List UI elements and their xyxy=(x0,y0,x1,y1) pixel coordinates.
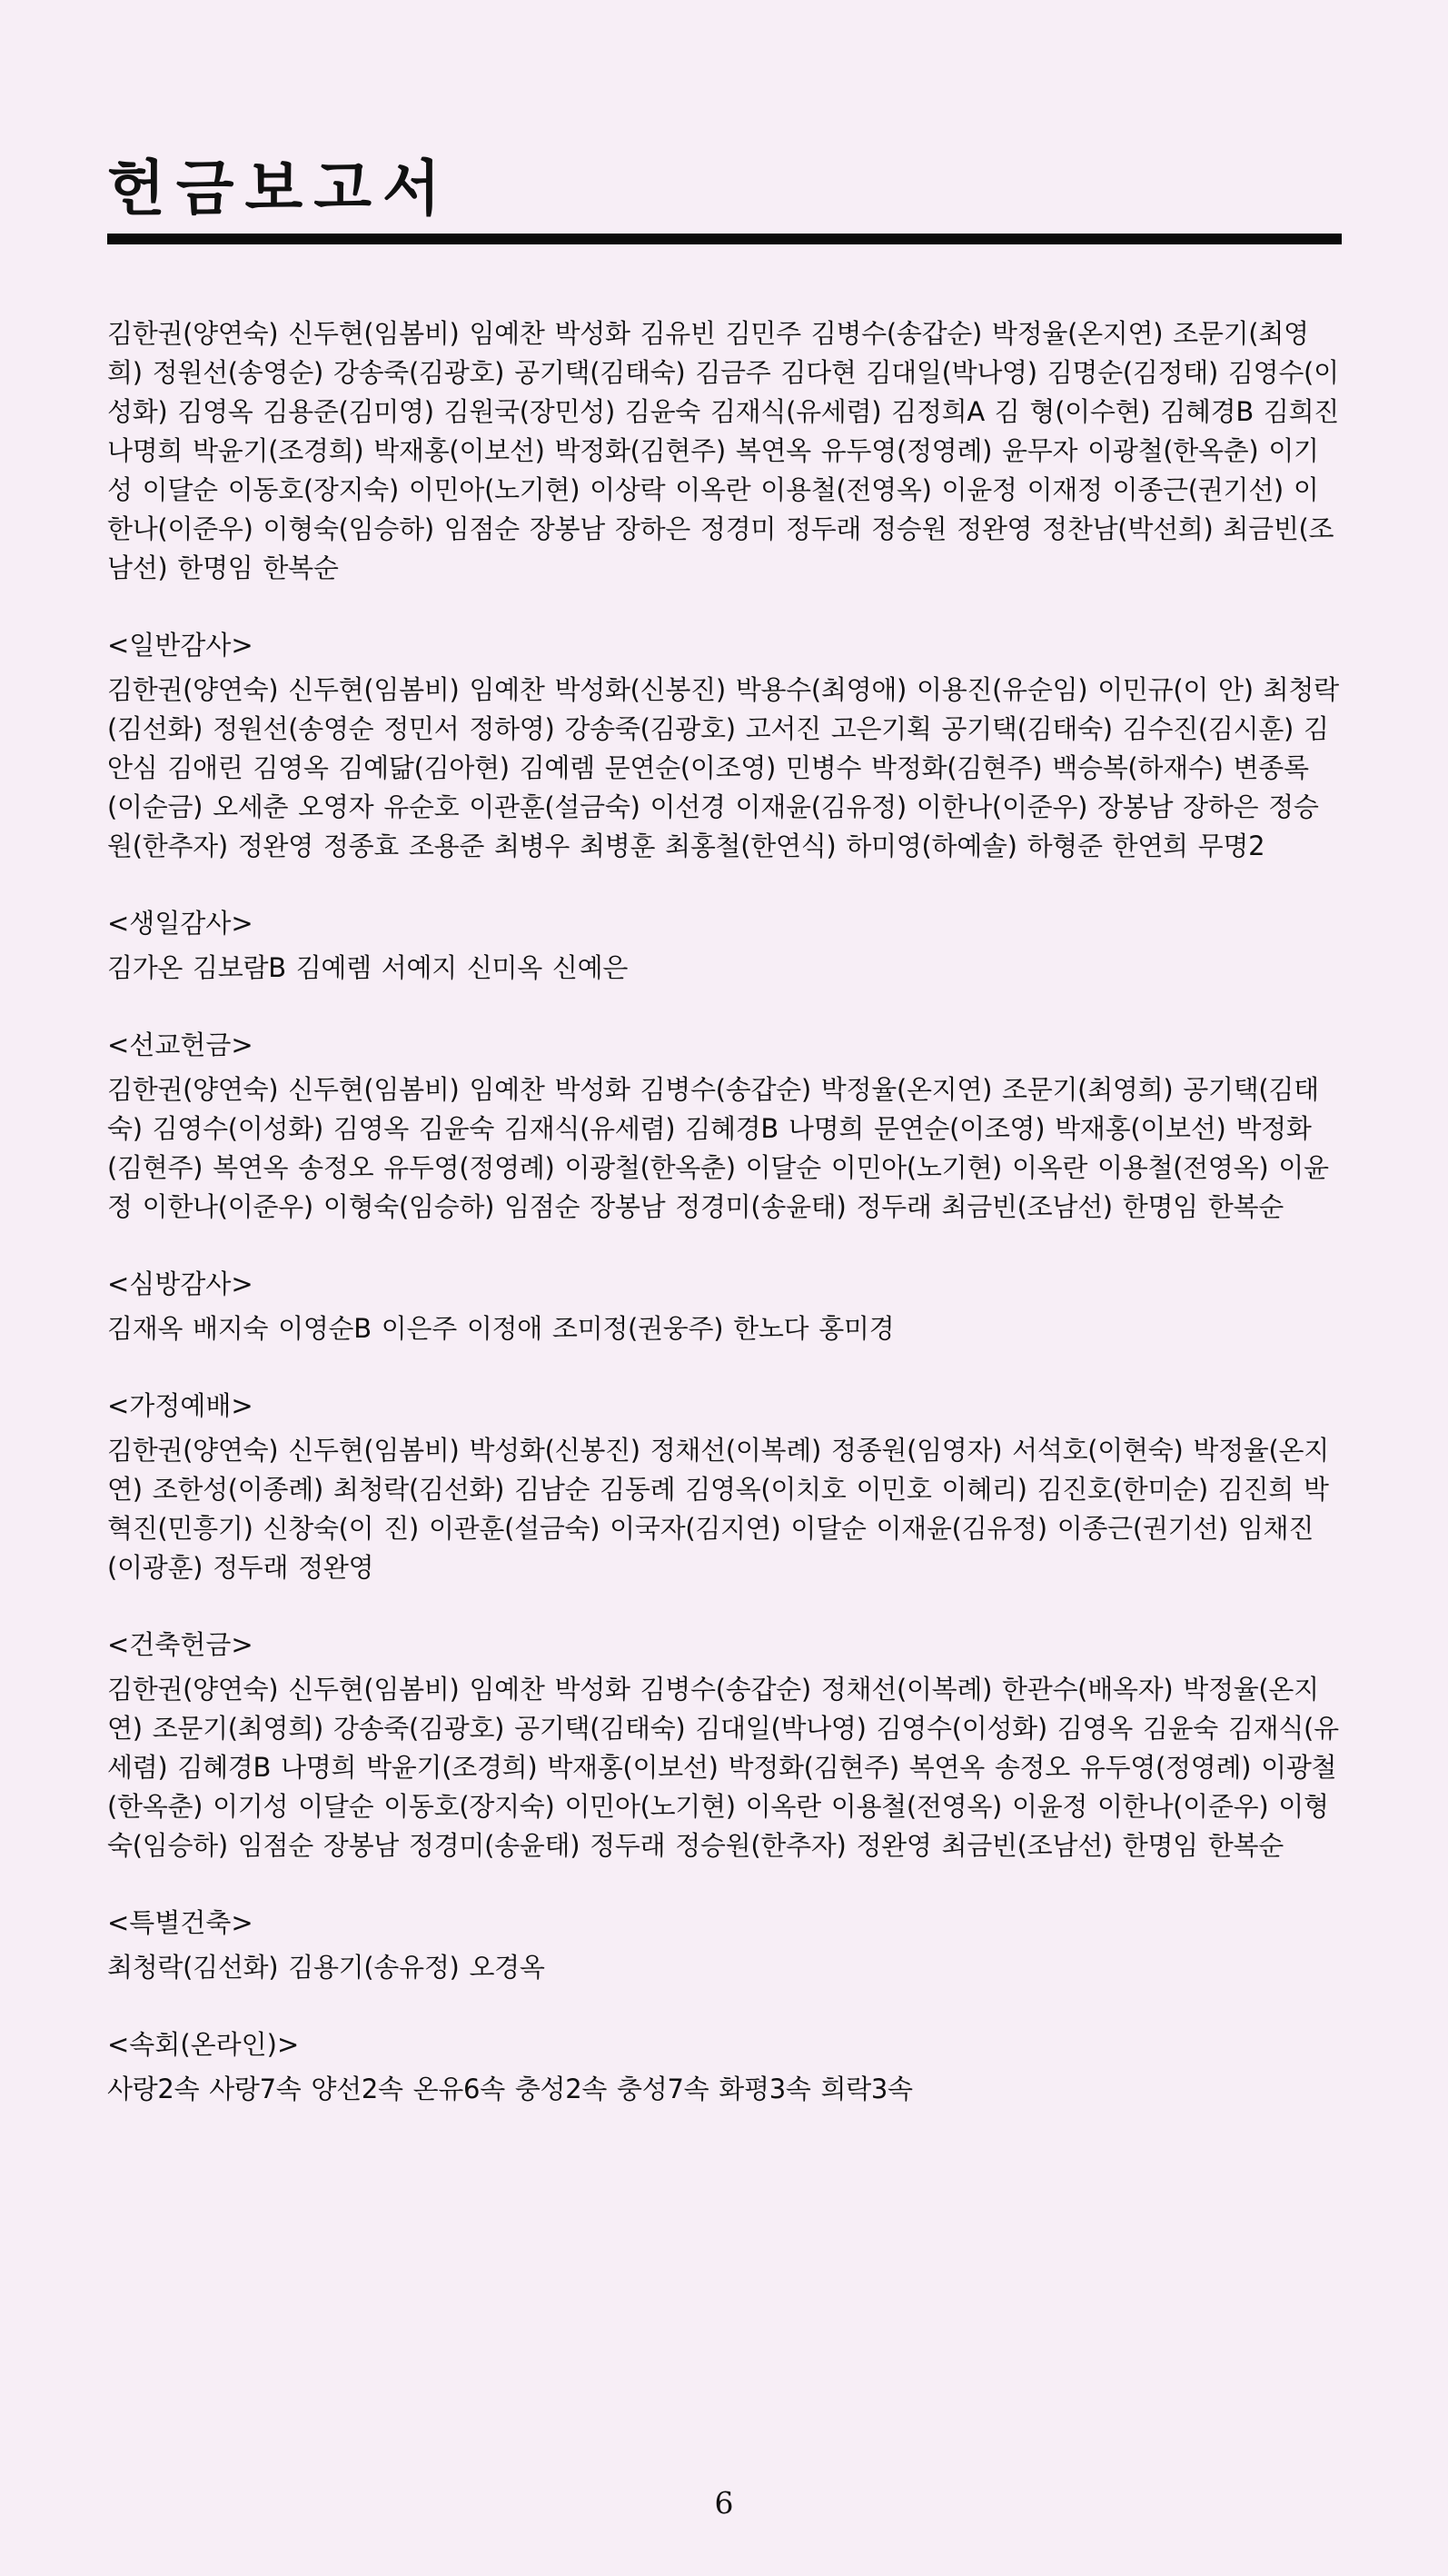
section-heading: <심방감사> xyxy=(107,1268,253,1299)
section-names: 김가온 김보람B 김예렘 서예지 신미옥 신예은 xyxy=(107,952,629,983)
section-special-building xyxy=(107,1904,1343,1987)
section-birthday-thanks xyxy=(107,904,1343,988)
section-heading: <선교헌금> xyxy=(107,1029,253,1060)
report-body xyxy=(107,314,1343,2109)
section-heading: <생일감사> xyxy=(107,908,253,939)
section-heading: <일반감사> xyxy=(107,630,253,661)
general-offering-names: 김한권(양연숙) 신두현(임봄비) 임예찬 박성화 김유빈 김민주 김병수(송갑순) 박정율(온지연) 조문기(최영희) 정원선(송영순) 강송죽(김광호) 공기택(김태숙) 김금주 김다현 김대일(박나영) 김명순(김정태) 김영수(이성화) 김영옥 김용준(김미영) 김원국(장민성) 김윤숙 김재식(유세렴) 김정희A 김 형(이수현) 김혜경B 김희진 나명희 박윤기(조경희) 박재홍(이보선) 박정화(김현주) 복연옥 유두영(정영례) 윤무자 이광철(한옥춘) 이기성 이달순 이동호(장지숙) 이민아(노기현) 이상락 이옥란 이용철(전영옥) 이윤정 이재정 이종근(권기선) 이한나(이준우) 이형숙(임승하) 임점순 장봉남 장하은 정경미 정두래 정승원 정완영 정찬남(박선희) 최금빈(조남선) 한명임 한복순 xyxy=(107,318,1340,583)
page-title: 헌금보고서 xyxy=(107,154,451,224)
section-heading: <가정예배> xyxy=(107,1390,253,1421)
section-names: 김한권(양연숙) 신두현(임봄비) 임예찬 박성화(신봉진) 박용수(최영애) 이용진(유순임) 이민규(이 안) 최청락(김선화) 정원선(송영순 정민서 정하영) 강송죽(김광호) 고서진 고은기획 공기택(김태숙) 김수진(김시훈) 김안심 김애린 김영옥 김예닮(김아현) 김예렘 문연순(이조영) 민병수 박정화(김현주) 백승복(하재수) 변종록(이순금) 오세춘 오영자 유순호 이관훈(설금숙) 이선경 이재윤(김유정) 이한나(이준우) 장봉남 장하은 정승원(한추자) 정완영 정종효 조용준 최병우 최병훈 최홍철(한연식) 하미영(하예솔) 하형준 한연희 무명2 xyxy=(107,674,1339,861)
section-names: 최청락(김선화) 김용기(송유정) 오경옥 xyxy=(107,1952,545,1983)
section-class-online xyxy=(107,2025,1343,2109)
section-names: 김한권(양연숙) 신두현(임봄비) 임예찬 박성화 김병수(송갑순) 정채선(이복례) 한관수(배옥자) 박정율(온지연) 조문기(최영희) 강송죽(김광호) 공기택(김태숙) 김대일(박나영) 김영수(이성화) 김영옥 김윤숙 김재식(유세렴) 김혜경B 나명희 박윤기(조경희) 박재홍(이보선) 박정화(김현주) 복연옥 송정오 유두영(정영례) 이광철(한옥춘) 이기성 이달순 이동호(장지숙) 이민아(노기현) 이옥란 이용철(전영옥) 이윤정 이한나(이준우) 이형숙(임승하) 임점순 장봉남 정경미(송윤태) 정두래 정승원(한추자) 정완영 최금빈(조남선) 한명임 한복순 xyxy=(107,1674,1339,1861)
page-number: 6 xyxy=(714,2485,734,2521)
section-names: 사랑2속 사랑7속 양선2속 온유6속 충성2속 충성7속 화평3속 희락3속 xyxy=(107,2074,913,2104)
section-heading: <특별건축> xyxy=(107,1907,253,1938)
section-names: 김재옥 배지숙 이영순B 이은주 이정애 조미정(권웅주) 한노다 홍미경 xyxy=(107,1313,895,1344)
section-mission-offering xyxy=(107,1026,1343,1227)
section-visitation-thanks xyxy=(107,1265,1343,1348)
section-heading: <건축헌금> xyxy=(107,1629,253,1660)
section-heading: <속회(온라인)> xyxy=(107,2029,300,2060)
section-names: 김한권(양연숙) 신두현(임봄비) 임예찬 박성화 김병수(송갑순) 박정율(온지연) 조문기(최영희) 공기택(김태숙) 김영수(이성화) 김영옥 김윤숙 김재식(유세렴) 김혜경B 나명희 문연순(이조영) 박재홍(이보선) 박정화(김현주) 복연옥 송정오 유두영(정영례) 이광철(한옥춘) 이달순 이민아(노기현) 이옥란 이용철(전영옥) 이윤정 이한나(이준우) 이형숙(임승하) 임점순 장봉남 정경미(송윤태) 정두래 최금빈(조남선) 한명임 한복순 xyxy=(107,1074,1329,1222)
section-building-offering xyxy=(107,1626,1343,1865)
section-home-worship xyxy=(107,1387,1343,1587)
title-divider xyxy=(107,234,1342,244)
section-general-thanks xyxy=(107,626,1343,866)
section-names: 김한권(양연숙) 신두현(임봄비) 박성화(신봉진) 정채선(이복례) 정종원(임영자) 서석호(이현숙) 박정율(온지연) 조한성(이종례) 최청락(김선화) 김남순 김동례 김영옥(이치호 이민호 이혜리) 김진호(한미순) 김진희 박혁진(민흥기) 신창숙(이 진) 이관훈(설금숙) 이국자(김지연) 이달순 이재윤(김유정) 이종근(권기선) 임채진(이광훈) 정두래 정완영 xyxy=(107,1435,1329,1583)
